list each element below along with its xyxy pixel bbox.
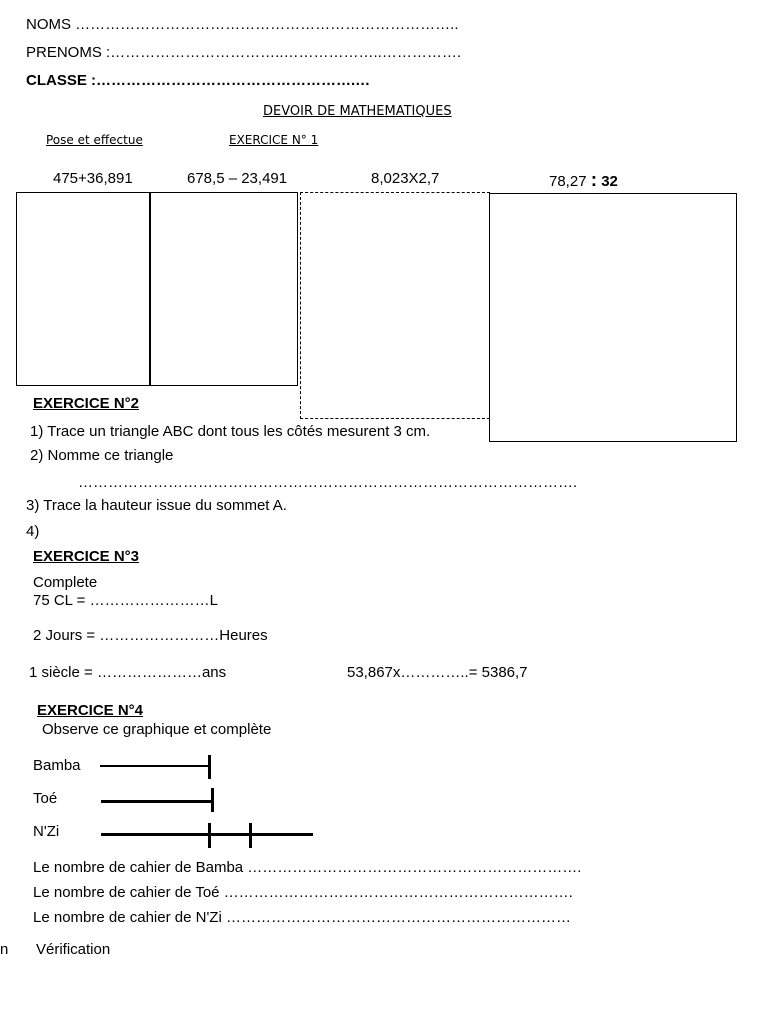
noms-line[interactable]: NOMS ………………………………………………………………….. <box>26 16 459 33</box>
ex1-op-4-sign: : <box>590 170 598 191</box>
ex1-answer-box-2[interactable] <box>149 192 298 386</box>
ex3-instruction: Complete <box>33 574 98 591</box>
graph-tick-toe <box>211 788 214 812</box>
ex2-item-1: 1) Trace un triangle ABC dont tous les côtés mesurent 3 cm. <box>30 423 431 440</box>
graph-label-toe: Toé <box>33 790 58 807</box>
ex1-op-2: 678,5 – 23,491 <box>187 170 288 187</box>
ex3-line-4[interactable]: 53,867x…………..= 5386,7 <box>347 664 528 681</box>
ex4-question-2[interactable]: Le nombre de cahier de Toé ……………………………………………………………. <box>33 884 573 901</box>
graph-tick-bamba <box>208 755 211 779</box>
ex1-op-1: 475+36,891 <box>53 170 133 187</box>
ex1-op-3: 8,023X2,7 <box>371 170 440 187</box>
ex4-subtitle: Observe ce graphique et complète <box>42 721 272 738</box>
graph-label-nzi: N'Zi <box>33 823 60 840</box>
ex3-title: EXERCICE N°3 <box>33 548 140 565</box>
ex3-line-1[interactable]: 75 CL = ……………………L <box>33 592 218 609</box>
ex1-answer-box-1[interactable] <box>16 192 151 386</box>
prenoms-line[interactable]: PRENOMS :……………………………..………………..……………. <box>26 44 462 61</box>
ex4-question-1[interactable]: Le nombre de cahier de Bamba …………………………………………………………. <box>33 859 582 876</box>
ex2-item-3: 3) Trace la hauteur issue du sommet A. <box>26 497 287 514</box>
ex1-op-4-left: 78,27 <box>549 173 587 190</box>
ex2-answer-line[interactable]: ………………………………………………………………………………………. <box>78 474 578 491</box>
graph-tick-nzi-1 <box>208 823 211 848</box>
ex1-instruction: Pose et effectue <box>46 133 143 147</box>
footer-cut-text: n <box>0 941 9 958</box>
ex3-line-2[interactable]: 2 Jours = ……………………Heures <box>33 627 268 644</box>
ex1-op-4-right: 32 <box>601 173 618 190</box>
ex2-item-2: 2) Nomme ce triangle <box>30 447 174 464</box>
graph-bar-nzi <box>101 833 313 836</box>
verification-label: Vérification <box>36 941 111 958</box>
graph-bar-bamba <box>100 765 210 767</box>
ex2-title: EXERCICE N°2 <box>33 395 140 412</box>
classe-line[interactable]: CLASSE :…………………………………………….… <box>26 72 371 89</box>
ex4-title: EXERCICE N°4 <box>37 702 144 719</box>
graph-bar-toe <box>101 800 213 803</box>
graph-label-bamba: Bamba <box>33 757 81 774</box>
ex1-answer-box-3[interactable] <box>300 192 490 419</box>
ex4-question-3[interactable]: Le nombre de cahier de N'Zi …………………………………………………………… <box>33 909 571 926</box>
ex1-answer-box-4[interactable] <box>489 193 737 442</box>
ex2-item-4: 4) <box>26 523 40 540</box>
ex1-title: EXERCICE N° 1 <box>229 133 319 147</box>
ex3-line-3[interactable]: 1 siècle = …………………ans <box>29 664 227 681</box>
page-title: DEVOIR DE MATHEMATIQUES <box>263 104 452 119</box>
ex1-op-4 <box>549 170 618 193</box>
graph-tick-nzi-2 <box>249 823 252 848</box>
